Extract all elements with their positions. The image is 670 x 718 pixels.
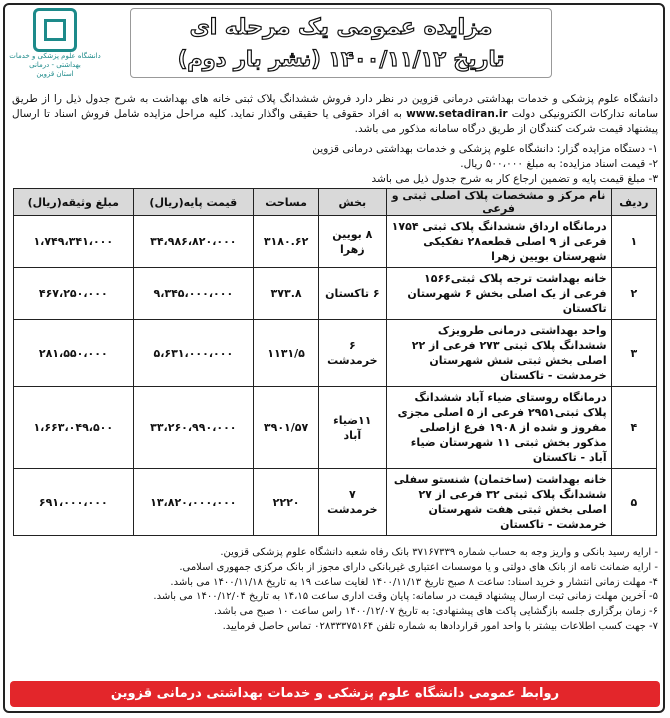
col-header-district: بخش xyxy=(319,189,387,216)
cell-area: ۳۹۰۱/۵۷ xyxy=(254,387,319,469)
table-row xyxy=(14,387,657,469)
page-title: مزایده عمومی یک مرحله ای xyxy=(189,15,493,40)
intro-text-before: دانشگاه علوم پزشکی و خدمات بهداشتی درمانی قزوین در نظر دارد فروش ششدانگ پلاک ثبتی خانه های بهداشت به شرح جدول ذیل را از طریق سامانه تدارکات الکترونیکی دولت xyxy=(12,93,659,120)
intro-text-after: به افراد حقوقی یا حقیقی واگذار نماید. کلیه مراحل مزایده شامل فروش اسناد تا ارسال پیشنهاد قیمت شرکت کنندگان از طریق درگاه سامانه مذکور می باشد. xyxy=(12,108,658,135)
col-header-description: نام مرکز و مشخصات پلاک اصلی ثبتی و فرعی xyxy=(386,189,611,216)
note-item: ۷- جهت کسب اطلاعات بیشتر با واحد امور قراردادها به شماره تلفن ۰۲۸۳۳۳۷۵۱۶۴ تماس حاصل فرمایید. xyxy=(222,620,658,632)
page-subtitle: تاریخ ۱۴۰۰/۱۱/۱۲ (نشر بار دوم) xyxy=(177,47,505,71)
cell-base-price: ۳۳،۲۶۰،۹۹۰،۰۰۰ xyxy=(133,387,254,469)
col-header-area: مساحت xyxy=(254,189,319,216)
cell-deposit: ۲۸۱،۵۵۰،۰۰۰ xyxy=(14,320,134,387)
cell-description: درمانگاه ارداق ششدانگ پلاک ثبتی ۱۷۵۴ فرعی از ۹ اصلی قطعه۲۸ تفکیکی شهرستان بویین زهرا xyxy=(386,216,611,268)
footer-notes xyxy=(12,546,658,635)
cell-area: ۳۷۳.۸ xyxy=(254,268,319,320)
cell-deposit: ۱،۶۶۳،۰۴۹،۵۰۰ xyxy=(14,387,134,469)
cell-district: ۸ بویین زهرا xyxy=(319,216,387,268)
cell-description: واحد بهداشتی درمانی طرویزک ششدانگ پلاک ثبتی ۲۷۳ فرعی از ۲۲ اصلی بخش ثبتی شش شهرستان خرمدشت - تاکستان xyxy=(386,320,611,387)
note-item: ۵- آخرین مهلت زمانی ثبت ارسال پیشنهاد قیمت در سامانه: پایان وقت اداری ساعت ۱۴،۱۵ به تاریخ ۱۴۰۰/۱۲/۰۴ می باشد. xyxy=(153,591,658,603)
cell-description: خانه بهداشت (ساختمان) شنستو سفلی ششدانگ پلاک ثبتی ۳۲ فرعی از ۲۷ اصلی بخش ثبتی هفت شهرستان خرمدشت - تاکستان xyxy=(386,469,611,536)
logo-line2: بهداشتی - درمانی xyxy=(29,61,81,69)
cell-base-price: ۵،۶۳۱،۰۰۰،۰۰۰ xyxy=(133,320,254,387)
cell-district: ۱۱ضیاء آباد xyxy=(319,387,387,469)
logo-icon xyxy=(33,8,77,52)
footer-bar: روابط عمومی دانشگاه علوم پزشکی و خدمات بهداشتی درمانی قزوین xyxy=(10,681,660,707)
cell-row-no: ۵ xyxy=(611,469,656,536)
cell-description: خانه بهداشت ترجه پلاک ثبتی۱۵۶۶ فرعی از یک اصلی بخش ۶ شهرستان تاکستان xyxy=(386,268,611,320)
cell-district: ۶ تاکستان xyxy=(319,268,387,320)
col-header-deposit: مبلغ وثیقه(ریال) xyxy=(14,189,134,216)
cell-district: ۷ خرمدشت xyxy=(319,469,387,536)
cell-base-price: ۹،۳۴۵،۰۰۰،۰۰۰ xyxy=(133,268,254,320)
logo-line1: دانشگاه علوم پزشکی و خدمات xyxy=(9,52,101,60)
cell-deposit: ۴۶۷،۲۵۰،۰۰۰ xyxy=(14,268,134,320)
col-header-row-no: ردیف xyxy=(611,189,656,216)
logo-line3: استان قزوین xyxy=(36,70,74,78)
website-link[interactable]: www.setadiran.ir xyxy=(406,108,508,120)
list-item: ۱- دستگاه مزایده گزار: دانشگاه علوم پزشکی و خدمات بهداشتی درمانی قزوین xyxy=(312,143,658,155)
cell-row-no: ۲ xyxy=(611,268,656,320)
col-header-base-price: قیمت پایه(ریال) xyxy=(133,189,254,216)
cell-base-price: ۳۴،۹۸۶،۸۲۰،۰۰۰ xyxy=(133,216,254,268)
table-row xyxy=(14,469,657,536)
auction-table xyxy=(13,188,657,536)
cell-base-price: ۱۳،۸۲۰،۰۰۰،۰۰۰ xyxy=(133,469,254,536)
header-box xyxy=(130,8,552,78)
items-list xyxy=(12,142,658,187)
intro-paragraph xyxy=(12,92,658,137)
cell-description: درمانگاه روستای ضیاء آباد ششدانگ پلاک ثبتی۲۹۵۱ فرعی از ۵ اصلی مجزی مفروز و شده از ۱۹۰۸ فرع ازاصلی مذکور بخش ثبتی ۱۱ شهرستان ضیاء آباد - تاکستان xyxy=(386,387,611,469)
table-header-row xyxy=(14,189,657,216)
cell-area: ۱۱۳۱/۵ xyxy=(254,320,319,387)
table-row xyxy=(14,320,657,387)
note-item: - ارایه رسید بانکی و واریز وجه به حساب شماره ۳۷۱۶۷۳۳۹ بانک رفاه شعبه دانشگاه علوم پزشکی قزوین. xyxy=(220,547,658,558)
table-row xyxy=(14,216,657,268)
cell-deposit: ۶۹۱،۰۰۰،۰۰۰ xyxy=(14,469,134,536)
cell-row-no: ۳ xyxy=(611,320,656,387)
cell-district: ۶ خرمدشت xyxy=(319,320,387,387)
table-row xyxy=(14,268,657,320)
list-item: ۲- قیمت اسناد مزایده: به مبلغ ۵۰۰،۰۰۰ ریال. xyxy=(460,158,658,170)
cell-area: ۲۲۲۰ xyxy=(254,469,319,536)
note-item: ۴- مهلت زمانی انتشار و خرید اسناد: ساعت ۸ صبح تاریخ ۱۴۰۰/۱۱/۱۳ لغایت ساعت ۱۹ به تاریخ ۱۴۰۰/۱۱/۱۸ می باشد. xyxy=(170,576,658,588)
university-logo xyxy=(8,6,102,90)
cell-area: ۳۱۸۰.۶۲ xyxy=(254,216,319,268)
cell-row-no: ۱ xyxy=(611,216,656,268)
note-item: - ارایه ضمانت نامه از بانک های دولتی و یا موسسات اعتباری غیربانکی دارای مجوز از بانک مرکزی جمهوری اسلامی. xyxy=(179,561,658,573)
cell-deposit: ۱،۷۴۹،۳۴۱،۰۰۰ xyxy=(14,216,134,268)
cell-row-no: ۴ xyxy=(611,387,656,469)
list-item: ۳- مبلغ قیمت پایه و تضمین ارجاع کار به شرح جدول ذیل می باشد xyxy=(371,173,658,185)
note-item: ۶- زمان برگزاری جلسه بازگشایی پاکت های پیشنهادی: به تاریخ ۱۴۰۰/۱۲/۰۷ راس ساعت ۱۰ صبح می باشد. xyxy=(213,606,658,618)
